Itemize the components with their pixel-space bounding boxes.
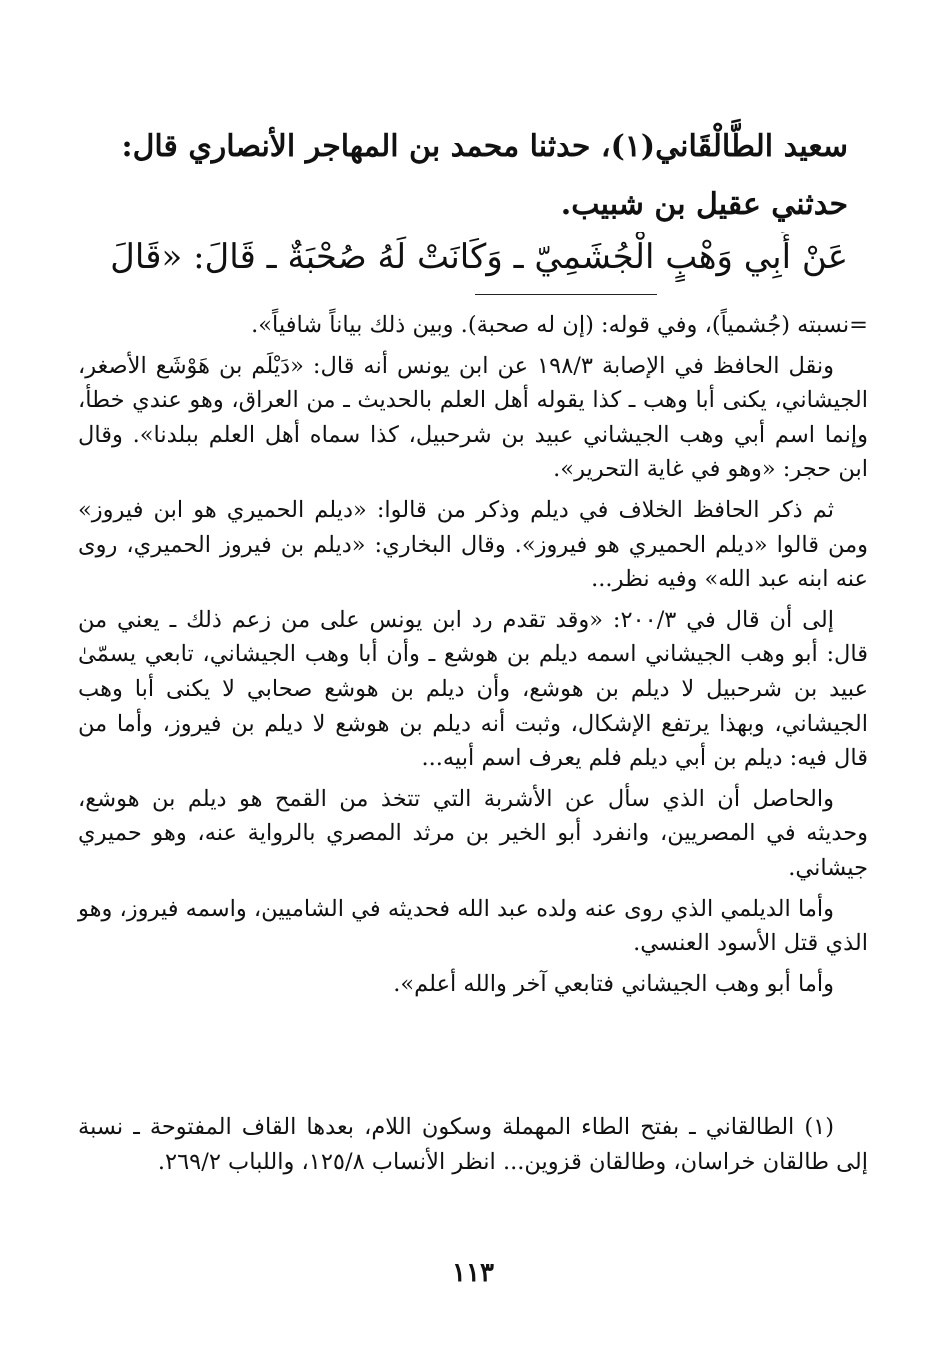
note-paragraph-7: وأما أبو وهب الجيشاني فتابعي آخر والله أعلم». (393, 970, 834, 997)
notes-section (78, 308, 868, 1007)
note-paragraph-5: والحاصل أن الذي سأل عن الأشربة التي تتخذ من القمح هو ديلم بن هوشع، وحديثه في المصريين، وانفرد أبو الخير بن مرثد المصري بالرواية عنه، وهو حميري جيشاني. (78, 785, 868, 881)
note-paragraph-4: إلى أن قال في ٢٠٠/٣: «وقد تقدم رد ابن يونس على من زعم ذلك ـ يعني من قال: أبو وهب الجيشاني اسمه ديلم بن هوشع ـ وأن أبا وهب الجيشاني، تابعي يسمّىٰ عبيد بن شرحبيل لا ديلم بن هوشع، وأن ديلم بن هوشع صحابي لا يكنى أبا وهب الجيشاني، وبهذا يرتفع الإشكال، وثبت أنه ديلم بن هوشع لا ديلم بن فيروز، وأما من قال فيه: ديلم بن أبي ديلم فلم يعرف اسم أبيه... (78, 606, 868, 772)
note-paragraph-6: وأما الديلمي الذي روى عنه ولده عبد الله فحديثه في الشاميين، واسمه فيروز، وهو الذي قتل الأسود العنسي. (78, 895, 868, 957)
main-text-block (95, 118, 848, 234)
hadith-text: عَنْ أَبِي وَهْبٍ الْجُشَمِيّ ـ وَكَانَتْ لَهُ صُحْبَةٌ ـ قَالَ: «قَالَ (110, 237, 848, 277)
note-paragraph-1: =نسبته (جُشمياً)، وفي قوله: (إن له صحبة). وبين ذلك بياناً شافياً». (251, 312, 868, 338)
footnote-1: (١) الطالقاني ـ بفتح الطاء المهملة وسكون اللام، بعدها القاف المفتوحة ـ نسبة إلى طالقان خراسان، وطالقان قزوين... انظر الأنساب ١٢٥/٨، واللباب ٢٦٩/٢. (78, 1114, 868, 1175)
main-text-line-1: سعيد الطَّالْقَاني(١)، حدثنا محمد بن المهاجر الأنصاري قال: (121, 129, 848, 164)
main-text-line-2: حدثني عقيل بن شبيب. (560, 187, 848, 222)
note-paragraph-2: ونقل الحافظ في الإصابة ١٩٨/٣ عن ابن يونس أنه قال: «دَيْلَم بن هَوْشَع الأصغر، الجيشاني، يكنى أبا وهب ـ كذا يقوله أهل العلم بالحديث ـ من العراق، وهو عندي خطأ، وإنما اسم أبي وهب الجيشاني عبيد بن شرحبيل، كذا سماه أهل العلم ببلدنا». وقال ابن حجر: «وهو في غاية التحرير». (78, 352, 868, 483)
note-paragraph-3: ثم ذكر الحافظ الخلاف في ديلم وذكر من قالوا: «ديلم الحميري هو ابن فيروز» ومن قالوا «ديلم الحميري هو فيروز». وقال البخاري: «ديلم بن فيروز الحميري، روى عنه ابنه عبد الله» وفيه نظر... (78, 496, 868, 593)
footnote-divider (475, 294, 657, 295)
page-number: ١١٣ (452, 1258, 494, 1288)
